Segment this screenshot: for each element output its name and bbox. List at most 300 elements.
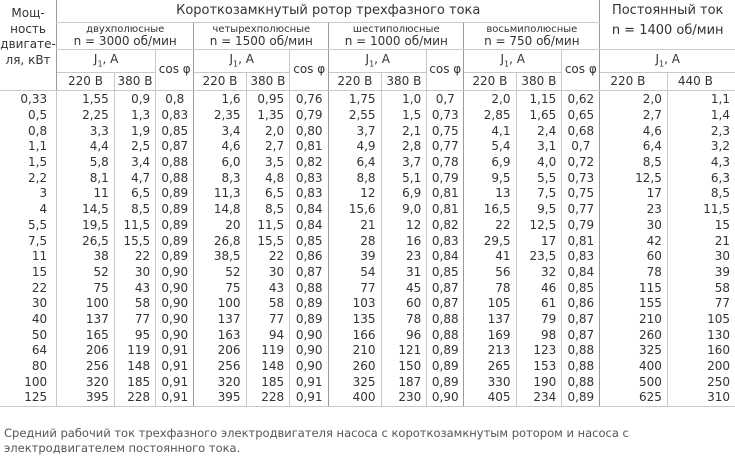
cos-6pole-cell: 0,81	[427, 202, 464, 218]
cos-6pole-cell: 0,7	[427, 91, 464, 108]
current-380-4pole-cell: 228	[246, 390, 290, 406]
current-380-8pole-cell: 1,15	[516, 91, 562, 108]
cos-6pole-cell: 0,83	[427, 233, 464, 249]
current-380-4pole-cell: 11,5	[246, 218, 290, 234]
current-440-dc-cell: 160	[667, 343, 735, 359]
current-380-4pole-cell: 0,95	[246, 91, 290, 108]
cos-8pole-cell: 0,7	[562, 139, 600, 155]
current-220-4pole-cell: 1,6	[194, 91, 246, 108]
table-row	[0, 249, 735, 265]
current-220-6pole-cell: 15,6	[329, 202, 381, 218]
table-row	[0, 374, 735, 390]
table-row	[0, 233, 735, 249]
power-cell: 80	[31, 359, 48, 374]
power-cell: 4	[39, 202, 48, 217]
current-380-6pole-cell: 121	[381, 343, 427, 359]
cos-header-2pole: cos φ	[156, 50, 194, 91]
group-4pole-name: четырехполюсные	[212, 23, 311, 35]
current-220-4pole-cell: 20	[194, 218, 246, 234]
current-220-6pole-cell: 12	[329, 186, 381, 202]
current-380-6pole-cell: 96	[381, 327, 427, 343]
current-380-8pole-cell: 4,0	[516, 155, 562, 171]
current-440-dc-cell: 21	[667, 233, 735, 249]
current-440-dc-cell: 77	[667, 296, 735, 312]
current-440-dc-cell: 130	[667, 327, 735, 343]
current-380-6pole-cell: 60	[381, 296, 427, 312]
power-cell: 125	[0, 390, 57, 406]
current-220-6pole-cell: 135	[329, 312, 381, 328]
table-row	[0, 123, 735, 139]
cos-8pole-cell: 0,75	[562, 186, 600, 202]
power-cell: 11	[31, 249, 48, 264]
cos-8pole-cell: 0,87	[562, 327, 600, 343]
current-440-dc-cell: 1,4	[667, 108, 735, 124]
cos-2pole-cell: 0,91	[156, 359, 194, 375]
current-380-8pole-cell: 12,5	[516, 218, 562, 234]
current-380-8pole-cell: 61	[516, 296, 562, 312]
group-4pole	[194, 23, 329, 50]
group-2pole-name: двухполюсные	[86, 23, 165, 35]
current-220-8pole-cell: 2,85	[464, 108, 516, 124]
cos-2pole-cell: 0,90	[156, 265, 194, 281]
current-380-2pole-cell: 11,5	[114, 218, 155, 234]
current-header-8pole: $J_1$, A	[464, 50, 562, 73]
cos-4pole-cell: 0,79	[290, 108, 329, 124]
current-380-4pole-cell: 58	[246, 296, 290, 312]
power-cell: 7,5	[28, 233, 48, 248]
power-cell: 2,2	[28, 170, 48, 185]
table-row	[0, 280, 735, 296]
current-440-dc-cell: 58	[667, 280, 735, 296]
cos-4pole-cell: 0,81	[290, 139, 329, 155]
power-cell: 0,5	[28, 108, 48, 123]
current-220-4pole-cell: 3,4	[194, 123, 246, 139]
current-380-6pole-cell: 78	[381, 312, 427, 328]
power-cell: 22	[31, 280, 48, 295]
cos-4pole-cell: 0,90	[290, 327, 329, 343]
voltage-380-6pole: 380 В	[381, 73, 427, 91]
current-header-6pole: $J_1$, A	[329, 50, 427, 73]
current-220-6pole-cell: 166	[329, 327, 381, 343]
current-220-8pole-cell: 22	[464, 218, 516, 234]
current-220-8pole-cell: 4,1	[464, 123, 516, 139]
table-row	[0, 312, 735, 328]
voltage-220-4pole: 220 В	[194, 73, 246, 91]
current-header-4pole: $J_1$, A	[194, 50, 290, 73]
current-220-dc-cell: 2,7	[600, 108, 668, 124]
power-cell: 5,5	[28, 217, 48, 232]
current-380-6pole-cell: 1,0	[381, 91, 427, 108]
group-2pole-rpm: n = 3000 об/мин	[73, 33, 177, 48]
current-220-2pole-cell: 26,5	[57, 233, 115, 249]
cos-8pole-cell: 0,88	[562, 359, 600, 375]
current-220-dc-cell: 210	[600, 312, 668, 328]
current-380-4pole-cell: 43	[246, 280, 290, 296]
power-cell: 0,8	[28, 123, 48, 138]
current-440-dc-cell: 11,5	[667, 202, 735, 218]
current-380-8pole-cell: 2,4	[516, 123, 562, 139]
current-220-8pole-cell: 330	[464, 374, 516, 390]
current-380-6pole-cell: 12	[381, 218, 427, 234]
cos-8pole-cell: 0,65	[562, 108, 600, 124]
cos-6pole-cell: 0,89	[427, 343, 464, 359]
current-220-4pole-cell: 2,35	[194, 108, 246, 124]
current-440-dc-cell: 39	[667, 265, 735, 281]
current-220-4pole-cell: 26,8	[194, 233, 246, 249]
current-380-6pole-cell: 16	[381, 233, 427, 249]
current-220-4pole-cell: 6,0	[194, 155, 246, 171]
current-380-8pole-cell: 7,5	[516, 186, 562, 202]
cos-4pole-cell: 0,80	[290, 123, 329, 139]
group-6pole	[329, 23, 464, 50]
current-440-dc-cell: 2,3	[667, 123, 735, 139]
voltage-220-dc: 220 В	[600, 73, 668, 91]
current-220-4pole-cell: 11,3	[194, 186, 246, 202]
current-220-8pole-cell: 78	[464, 280, 516, 296]
cos-header-8pole: cos φ	[562, 50, 600, 91]
group-4pole-rpm: n = 1500 об/мин	[209, 33, 313, 48]
table-row	[0, 265, 735, 281]
cos-8pole-cell: 0,81	[562, 233, 600, 249]
current-380-8pole-cell: 23,5	[516, 249, 562, 265]
current-220-2pole-cell: 100	[57, 296, 115, 312]
current-380-2pole-cell: 43	[114, 280, 155, 296]
current-440-dc-cell: 105	[667, 312, 735, 328]
current-220-2pole-cell: 75	[57, 280, 115, 296]
current-380-8pole-cell: 98	[516, 327, 562, 343]
cos-2pole-cell: 0,90	[156, 280, 194, 296]
current-220-2pole-cell: 4,4	[57, 139, 115, 155]
current-380-4pole-cell: 30	[246, 265, 290, 281]
current-380-4pole-cell: 3,5	[246, 155, 290, 171]
group-8pole-name: восьмиполюсные	[486, 23, 578, 35]
current-380-2pole-cell: 58	[114, 296, 155, 312]
current-380-2pole-cell: 0,9	[114, 91, 155, 108]
cos-8pole-cell: 0,62	[562, 91, 600, 108]
cos-8pole-cell: 0,88	[562, 343, 600, 359]
cos-header-6pole: cos φ	[427, 50, 464, 91]
cos-6pole-cell: 0,87	[427, 280, 464, 296]
table-body	[0, 91, 735, 407]
voltage-380-8pole: 380 В	[516, 73, 562, 91]
current-220-6pole-cell: 28	[329, 233, 381, 249]
cos-6pole-cell: 0,82	[427, 218, 464, 234]
current-380-8pole-cell: 46	[516, 280, 562, 296]
dc-header	[600, 0, 735, 50]
power-cell: 1,5	[28, 155, 48, 170]
cos-6pole-cell: 0,78	[427, 155, 464, 171]
cos-4pole-cell: 0,84	[290, 202, 329, 218]
current-220-8pole-cell: 105	[464, 296, 516, 312]
current-220-4pole-cell: 52	[194, 265, 246, 281]
cos-2pole-cell: 0,8	[156, 91, 194, 108]
current-220-8pole-cell: 137	[464, 312, 516, 328]
current-220-4pole-cell: 4,6	[194, 139, 246, 155]
table-row	[0, 343, 735, 359]
current-220-2pole-cell: 38	[57, 249, 115, 265]
cos-4pole-cell: 0,90	[290, 343, 329, 359]
current-380-2pole-cell: 77	[114, 312, 155, 328]
cos-6pole-cell: 0,89	[427, 359, 464, 375]
current-380-6pole-cell: 31	[381, 265, 427, 281]
current-220-4pole-cell: 320	[194, 374, 246, 390]
current-220-8pole-cell: 6,9	[464, 155, 516, 171]
group-8pole-rpm: n = 750 об/мин	[484, 33, 580, 48]
current-220-6pole-cell: 8,8	[329, 170, 381, 186]
table-row	[0, 359, 735, 375]
current-380-4pole-cell: 22	[246, 249, 290, 265]
cos-6pole-cell: 0,84	[427, 249, 464, 265]
table-row	[0, 139, 735, 155]
current-380-6pole-cell: 9,0	[381, 202, 427, 218]
current-220-dc-cell: 325	[600, 343, 668, 359]
current-440-dc-cell: 250	[667, 374, 735, 390]
cos-8pole-cell: 0,86	[562, 296, 600, 312]
current-380-4pole-cell: 8,5	[246, 202, 290, 218]
current-220-4pole-cell: 137	[194, 312, 246, 328]
current-220-6pole-cell: 103	[329, 296, 381, 312]
cos-4pole-cell: 0,89	[290, 312, 329, 328]
current-380-4pole-cell: 1,35	[246, 108, 290, 124]
current-220-4pole-cell: 256	[194, 359, 246, 375]
current-220-dc-cell: 115	[600, 280, 668, 296]
power-cell: 1,1	[28, 139, 48, 154]
current-220-4pole-cell: 395	[194, 390, 246, 406]
current-440-dc-cell: 8,5	[667, 186, 735, 202]
cos-2pole-cell: 0,88	[156, 170, 194, 186]
cos-8pole-cell: 0,73	[562, 170, 600, 186]
voltage-380-4pole: 380 В	[246, 73, 290, 91]
current-220-4pole-cell: 8,3	[194, 170, 246, 186]
cos-2pole-cell: 0,90	[156, 296, 194, 312]
cos-4pole-cell: 0,83	[290, 186, 329, 202]
cos-6pole-cell: 0,89	[427, 374, 464, 390]
current-220-6pole-cell: 39	[329, 249, 381, 265]
current-220-2pole-cell: 395	[57, 390, 115, 406]
current-220-2pole-cell: 19,5	[57, 218, 115, 234]
current-380-2pole-cell: 3,4	[114, 155, 155, 171]
table-caption: Средний рабочий ток трехфазного электродвигателя насоса с короткозамкнутым ротором и насоса с электродвигателем постоянного тока.	[4, 426, 629, 455]
current-440-dc-cell: 1,1	[667, 91, 735, 108]
current-220-8pole-cell: 2,0	[464, 91, 516, 108]
current-220-dc-cell: 30	[600, 218, 668, 234]
power-cell: 50	[31, 327, 48, 342]
cos-4pole-cell: 0,83	[290, 170, 329, 186]
current-220-6pole-cell: 6,4	[329, 155, 381, 171]
current-220-2pole-cell: 256	[57, 359, 115, 375]
current-220-2pole-cell: 2,25	[57, 108, 115, 124]
cos-6pole-cell: 0,87	[427, 296, 464, 312]
power-cell: 100	[24, 374, 48, 389]
cos-2pole-cell: 0,89	[156, 233, 194, 249]
current-220-8pole-cell: 16,5	[464, 202, 516, 218]
current-380-4pole-cell: 6,5	[246, 186, 290, 202]
current-220-8pole-cell: 213	[464, 343, 516, 359]
current-440-dc-cell: 4,3	[667, 155, 735, 171]
current-220-2pole-cell: 52	[57, 265, 115, 281]
current-220-dc-cell: 23	[600, 202, 668, 218]
current-header-dc: $J_1$, A	[600, 50, 735, 73]
current-220-dc-cell: 400	[600, 359, 668, 375]
current-380-2pole-cell: 15,5	[114, 233, 155, 249]
current-220-4pole-cell: 14,8	[194, 202, 246, 218]
current-220-dc-cell: 6,4	[600, 139, 668, 155]
table-row	[0, 327, 735, 343]
current-220-4pole-cell: 163	[194, 327, 246, 343]
current-380-2pole-cell: 95	[114, 327, 155, 343]
current-220-2pole-cell: 8,1	[57, 170, 115, 186]
current-380-6pole-cell: 2,1	[381, 123, 427, 139]
table-row	[0, 390, 735, 406]
current-220-6pole-cell: 325	[329, 374, 381, 390]
current-220-4pole-cell: 75	[194, 280, 246, 296]
current-220-dc-cell: 4,6	[600, 123, 668, 139]
table-row	[0, 108, 735, 124]
power-cell: 15	[31, 264, 48, 279]
voltage-220-2pole: 220 В	[57, 73, 115, 91]
current-220-6pole-cell: 77	[329, 280, 381, 296]
table-row	[0, 218, 735, 234]
cos-4pole-cell: 0,89	[290, 296, 329, 312]
current-380-4pole-cell: 15,5	[246, 233, 290, 249]
current-440-dc-cell: 15	[667, 218, 735, 234]
current-220-6pole-cell: 54	[329, 265, 381, 281]
cos-4pole-cell: 0,84	[290, 218, 329, 234]
current-380-8pole-cell: 234	[516, 390, 562, 406]
current-380-2pole-cell: 1,3	[114, 108, 155, 124]
cos-4pole-cell: 0,90	[290, 359, 329, 375]
current-220-6pole-cell: 210	[329, 343, 381, 359]
current-380-6pole-cell: 23	[381, 249, 427, 265]
current-380-6pole-cell: 1,5	[381, 108, 427, 124]
current-380-4pole-cell: 77	[246, 312, 290, 328]
current-380-8pole-cell: 190	[516, 374, 562, 390]
current-220-8pole-cell: 5,4	[464, 139, 516, 155]
current-220-4pole-cell: 206	[194, 343, 246, 359]
current-220-dc-cell: 260	[600, 327, 668, 343]
current-220-6pole-cell: 21	[329, 218, 381, 234]
cos-8pole-cell: 0,88	[562, 374, 600, 390]
cos-8pole-cell: 0,77	[562, 202, 600, 218]
voltage-380-2pole: 380 В	[114, 73, 155, 91]
current-220-2pole-cell: 14,5	[57, 202, 115, 218]
cos-8pole-cell: 0,89	[562, 390, 600, 406]
current-220-dc-cell: 78	[600, 265, 668, 281]
current-380-2pole-cell: 22	[114, 249, 155, 265]
group-8pole	[464, 23, 600, 50]
current-380-8pole-cell: 9,5	[516, 202, 562, 218]
cos-6pole-cell: 0,73	[427, 108, 464, 124]
current-380-2pole-cell: 148	[114, 359, 155, 375]
current-380-2pole-cell: 8,5	[114, 202, 155, 218]
current-380-2pole-cell: 119	[114, 343, 155, 359]
current-380-8pole-cell: 153	[516, 359, 562, 375]
current-220-2pole-cell: 137	[57, 312, 115, 328]
cos-2pole-cell: 0,83	[156, 108, 194, 124]
current-380-2pole-cell: 2,5	[114, 139, 155, 155]
current-380-8pole-cell: 79	[516, 312, 562, 328]
cos-2pole-cell: 0,88	[156, 155, 194, 171]
current-380-6pole-cell: 230	[381, 390, 427, 406]
cos-4pole-cell: 0,91	[290, 390, 329, 406]
current-380-4pole-cell: 185	[246, 374, 290, 390]
current-220-8pole-cell: 169	[464, 327, 516, 343]
cos-4pole-cell: 0,88	[290, 280, 329, 296]
current-220-2pole-cell: 1,55	[57, 91, 115, 108]
cos-6pole-cell: 0,88	[427, 327, 464, 343]
current-380-4pole-cell: 2,7	[246, 139, 290, 155]
cos-6pole-cell: 0,75	[427, 123, 464, 139]
current-220-6pole-cell: 1,75	[329, 91, 381, 108]
power-cell: 30	[31, 296, 48, 311]
current-220-dc-cell: 625	[600, 390, 668, 406]
current-380-2pole-cell: 4,7	[114, 170, 155, 186]
current-380-4pole-cell: 94	[246, 327, 290, 343]
current-220-6pole-cell: 2,55	[329, 108, 381, 124]
current-380-2pole-cell: 6,5	[114, 186, 155, 202]
cos-2pole-cell: 0,85	[156, 123, 194, 139]
current-380-8pole-cell: 5,5	[516, 170, 562, 186]
current-220-4pole-cell: 38,5	[194, 249, 246, 265]
cos-6pole-cell: 0,79	[427, 170, 464, 186]
cos-6pole-cell: 0,85	[427, 265, 464, 281]
cos-8pole-cell: 0,83	[562, 249, 600, 265]
current-440-dc-cell: 6,3	[667, 170, 735, 186]
cos-2pole-cell: 0,89	[156, 202, 194, 218]
power-cell: 64	[31, 343, 48, 358]
power-cell: 40	[31, 311, 48, 326]
current-380-8pole-cell: 32	[516, 265, 562, 281]
current-220-2pole-cell: 320	[57, 374, 115, 390]
cos-2pole-cell: 0,91	[156, 343, 194, 359]
cos-4pole-cell: 0,85	[290, 233, 329, 249]
cos-4pole-cell: 0,82	[290, 155, 329, 171]
current-380-6pole-cell: 5,1	[381, 170, 427, 186]
current-380-6pole-cell: 150	[381, 359, 427, 375]
current-220-dc-cell: 60	[600, 249, 668, 265]
current-380-2pole-cell: 30	[114, 265, 155, 281]
cos-6pole-cell: 0,88	[427, 312, 464, 328]
current-220-6pole-cell: 4,9	[329, 139, 381, 155]
current-220-2pole-cell: 3,3	[57, 123, 115, 139]
cos-6pole-cell: 0,81	[427, 186, 464, 202]
current-220-8pole-cell: 405	[464, 390, 516, 406]
cos-8pole-cell: 0,72	[562, 155, 600, 171]
cos-2pole-cell: 0,89	[156, 186, 194, 202]
current-220-8pole-cell: 29,5	[464, 233, 516, 249]
cos-8pole-cell: 0,68	[562, 123, 600, 139]
cos-4pole-cell: 0,91	[290, 374, 329, 390]
current-220-2pole-cell: 11	[57, 186, 115, 202]
cos-2pole-cell: 0,90	[156, 327, 194, 343]
current-380-4pole-cell: 2,0	[246, 123, 290, 139]
cos-8pole-cell: 0,85	[562, 280, 600, 296]
table-row	[0, 296, 735, 312]
voltage-220-8pole: 220 В	[464, 73, 516, 91]
current-220-dc-cell: 8,5	[600, 155, 668, 171]
cos-6pole-cell: 0,77	[427, 139, 464, 155]
cos-2pole-cell: 0,91	[156, 374, 194, 390]
voltage-220-6pole: 220 В	[329, 73, 381, 91]
current-220-8pole-cell: 41	[464, 249, 516, 265]
current-220-dc-cell: 500	[600, 374, 668, 390]
current-440-dc-cell: 200	[667, 359, 735, 375]
current-380-2pole-cell: 185	[114, 374, 155, 390]
current-380-6pole-cell: 6,9	[381, 186, 427, 202]
current-440-dc-cell: 310	[667, 390, 735, 406]
three-phase-header: Короткозамкнутый ротор трехфазного тока	[57, 0, 600, 23]
cos-4pole-cell: 0,86	[290, 249, 329, 265]
